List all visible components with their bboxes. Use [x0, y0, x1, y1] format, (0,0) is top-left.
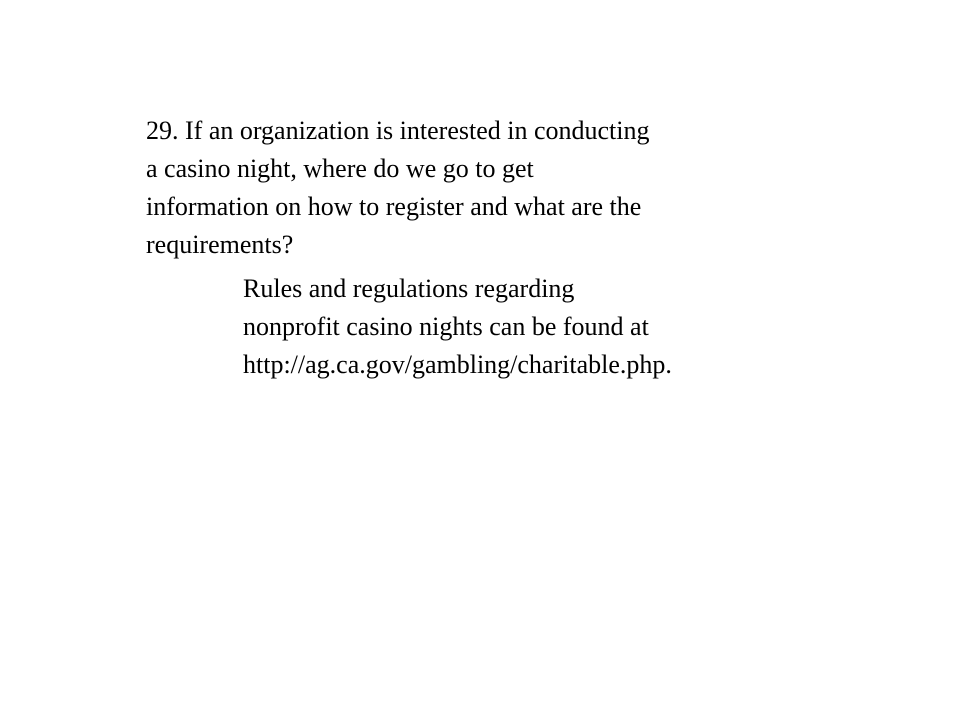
question-line: a casino night, where do we go to get: [146, 154, 534, 183]
question-line: requirements?: [146, 230, 294, 259]
question-text: [146, 112, 786, 264]
answer-text: [243, 270, 823, 384]
answer-line: Rules and regulations regarding: [243, 274, 575, 303]
question-line: information on how to register and what are the: [146, 192, 642, 221]
answer-line: nonprofit casino nights can be found at: [243, 312, 649, 341]
answer-url-line: http://ag.ca.gov/gambling/charitable.php.: [243, 350, 672, 379]
question-line: 29. If an organization is interested in conducting: [146, 116, 650, 145]
